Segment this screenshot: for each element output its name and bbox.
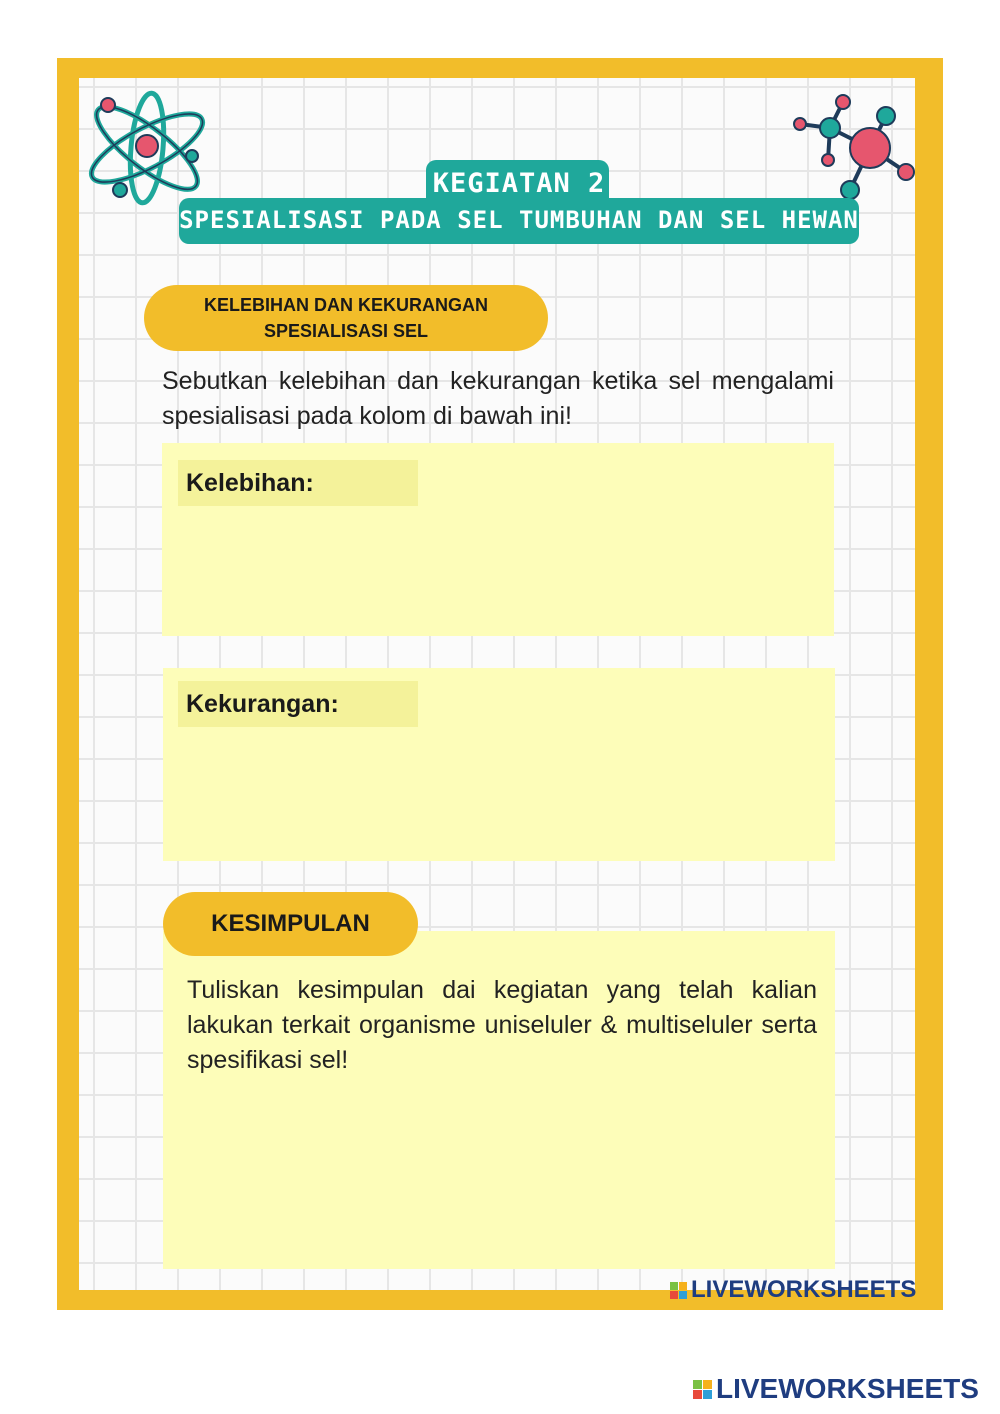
brand-text: LIVEWORKSHEETS (691, 1276, 917, 1303)
liveworksheets-logo-icon (693, 1380, 712, 1399)
conclusion-instruction: Tuliskan kesimpulan dai kegiatan yang telah kalian lakukan terkait organisme uniseluler & multiseluler serta spesifikasi sel! (187, 976, 817, 1074)
disadvantages-label: Kekurangan: (178, 681, 418, 727)
brand-text: LIVEWORKSHEETS (716, 1373, 979, 1404)
pill-line-1: KELEBIHAN DAN KEKURANGAN (203, 295, 488, 315)
liveworksheets-brand-footer[interactable] (693, 1373, 979, 1405)
liveworksheets-brand-inner (670, 1276, 916, 1304)
advantages-answer-field[interactable] (178, 512, 818, 630)
pill-line-2: SPESIALISASI SEL (263, 321, 429, 341)
activity-number: KEGIATAN 2 (432, 168, 606, 199)
section-pill-kelebihan-kekurangan (144, 285, 548, 351)
section-pill-kesimpulan: KESIMPULAN (163, 892, 418, 956)
page-title: SPESIALISASI PADA SEL TUMBUHAN DAN SEL HEWAN (179, 206, 859, 234)
disadvantages-answer-field[interactable] (178, 734, 818, 854)
instruction-text: Sebutkan kelebihan dan kekurangan ketika sel mengalami spesialisasi pada kolom di bawah ini! (162, 367, 834, 430)
conclusion-answer-field[interactable] (187, 1085, 817, 1261)
liveworksheets-logo-icon (670, 1282, 687, 1299)
advantages-label: Kelebihan: (178, 460, 418, 506)
